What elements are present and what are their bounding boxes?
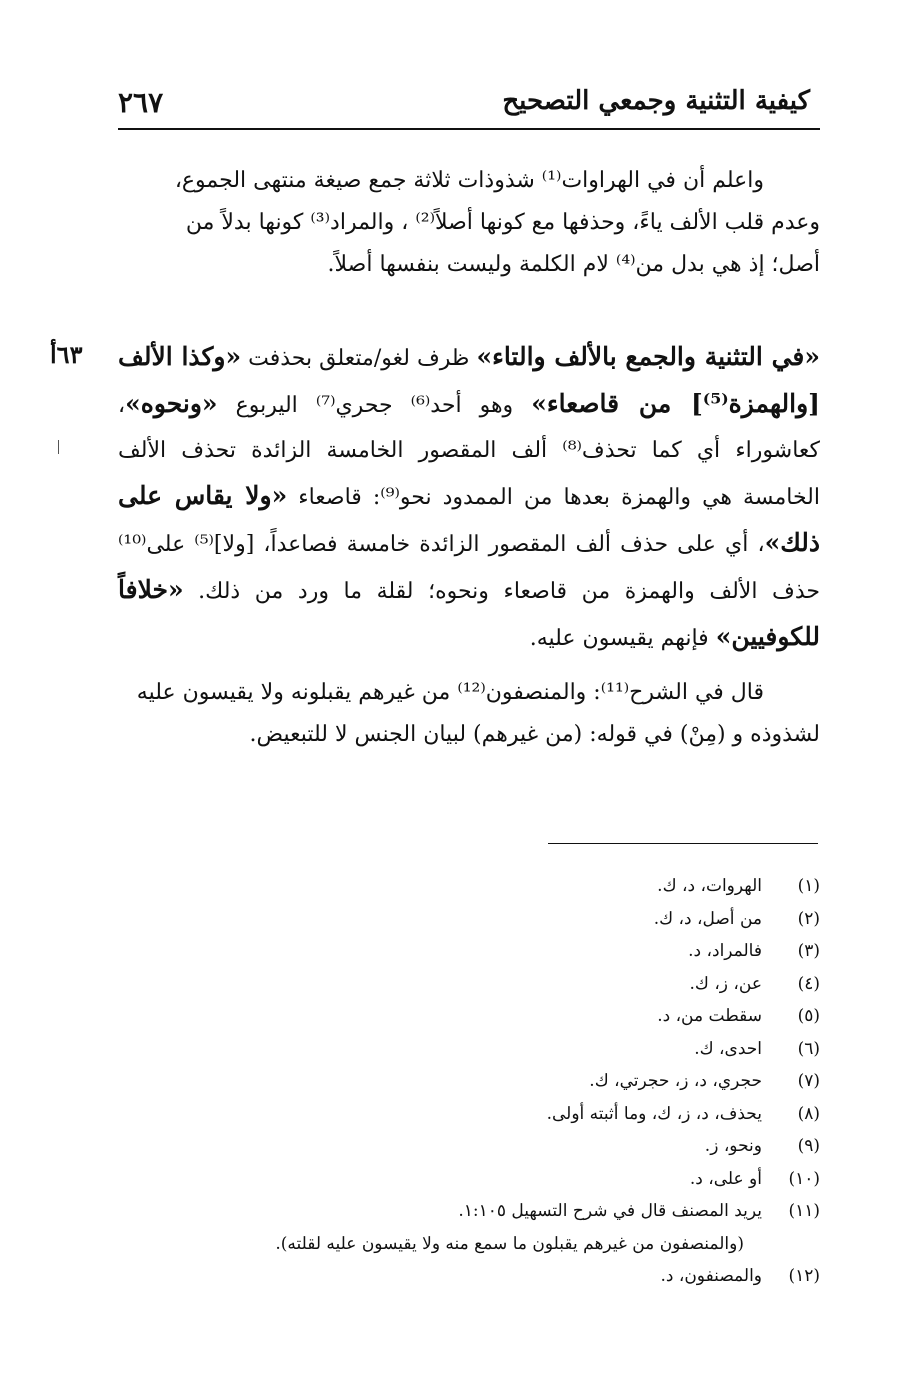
footnote-number: (١) bbox=[797, 876, 820, 896]
footnote-number: (٤) bbox=[797, 973, 820, 994]
paragraph-1 bbox=[118, 160, 820, 286]
footnote-text: يريد المصنف قال في شرح التسهيل ١:١٠٥. bbox=[458, 1201, 762, 1221]
footnote-number: (١٠) bbox=[788, 1168, 820, 1189]
footnote-text: يحذف، د، ز، ك، وما أثبته أولى. bbox=[546, 1103, 762, 1124]
footnotes bbox=[120, 870, 820, 1293]
footnote-continuation bbox=[120, 1228, 820, 1261]
matn-quote: «خلافاً للكوفيين» bbox=[118, 575, 820, 651]
commentary-text: ظرف لغو/متعلق بحذفت bbox=[241, 346, 477, 371]
paragraph-2-commentary bbox=[118, 334, 820, 661]
commentary-text: ، كعاشوراء أي كما تحذف⁽⁸⁾ ألف المقصور الخامسة الزائدة تحذف الألف الخامسة هي والهمزة بعدها من الممدود نحو⁽⁹⁾: قاصعاء bbox=[118, 393, 820, 510]
footnote-number: (٧) bbox=[797, 1071, 820, 1091]
paragraph-1-line: وعدم قلب الألف ياءً، وحذفها مع كونها أصلاً⁽²⁾ ، والمراد⁽³⁾ كونها بدلاً من bbox=[185, 210, 820, 235]
footnote bbox=[120, 1195, 820, 1228]
commentary-text: وهو أحد⁽⁶⁾ جحري⁽⁷⁾ اليربوع bbox=[217, 393, 532, 418]
paragraph-1-line: أصل؛ إذ هي بدل من⁽⁴⁾ لام الكلمة وليست بنفسها أصلاً. bbox=[327, 252, 820, 277]
footnote-text: سقطت من، د. bbox=[657, 1006, 762, 1026]
footnote bbox=[120, 1065, 820, 1098]
footnote-separator bbox=[548, 843, 818, 844]
footnote bbox=[120, 1260, 820, 1293]
footnote-text: الهروات، د، ك. bbox=[657, 876, 762, 896]
footnote-number: (١١) bbox=[788, 1201, 820, 1221]
paragraph-3-line: لشذوذه و (مِنْ) في قوله: (من غيرهم) لبيان الجنس لا للتبعيض. bbox=[249, 722, 820, 747]
footnote-number: (٦) bbox=[797, 1038, 820, 1059]
footnote bbox=[120, 935, 820, 968]
paragraph-3 bbox=[118, 672, 820, 756]
footnote bbox=[120, 903, 820, 936]
footnote bbox=[120, 1033, 820, 1066]
footnote-number: (٢) bbox=[797, 908, 820, 929]
matn-quote: «ونحوه» bbox=[125, 389, 218, 418]
footnote-text: احدى، ك. bbox=[694, 1038, 762, 1059]
page-number: ٢٦٧ bbox=[118, 86, 164, 119]
matn-quote: «وكذا الألف [والهمزة⁽⁵⁾] من قاصعاء» bbox=[118, 342, 820, 418]
footnote-number: (١٢) bbox=[788, 1266, 820, 1286]
paragraph-3-line: قال في الشرح⁽¹¹⁾: والمنصفون⁽¹²⁾ من غيرهم يقبلونه ولا يقيسون عليه bbox=[136, 680, 764, 705]
footnote-text: فالمراد، د. bbox=[688, 941, 762, 961]
page-header bbox=[118, 76, 820, 130]
footnote bbox=[120, 1098, 820, 1131]
footnote bbox=[120, 1000, 820, 1033]
matn-quote: «في التثنية والجمع بالألف والتاء» bbox=[476, 342, 820, 371]
footnote-text: والمصنفون، د. bbox=[660, 1266, 762, 1286]
footnote-number: (٨) bbox=[797, 1103, 820, 1124]
commentary-text: ، أي على حذف ألف المقصور الزائدة خامسة فصاعداً، [ولا]⁽⁵⁾ على⁽¹⁰⁾ حذف الألف والهمزة من قاصعاء ونحوه؛ لقلة ما ورد من ذلك. bbox=[118, 532, 820, 604]
footnote-text: حجري، د، ز، حجرتي، ك. bbox=[589, 1071, 762, 1091]
running-title: كيفية التثنية وجمعي التصحيح bbox=[502, 86, 810, 116]
commentary-text: فإنهم يقيسون عليه. bbox=[529, 626, 716, 651]
footnote bbox=[120, 1130, 820, 1163]
footnote bbox=[120, 968, 820, 1001]
footnote bbox=[120, 1163, 820, 1196]
margin-tick bbox=[58, 440, 59, 454]
footnote-text: أو على، د. bbox=[689, 1168, 762, 1189]
footnote-text: (والمنصفون من غيرهم يقبلون ما سمع منه ولا يقيسون عليه لقلته). bbox=[275, 1233, 744, 1254]
footnote-number: (٣) bbox=[797, 941, 820, 961]
footnote-text: ونحو، ز. bbox=[704, 1136, 762, 1156]
footnote-number: (٩) bbox=[797, 1136, 820, 1156]
manuscript-folio-mark: ٦٣أ bbox=[50, 340, 83, 369]
paragraph-1-line: واعلم أن في الهراوات⁽¹⁾ شذوذات ثلاثة جمع صيغة منتهى الجموع، bbox=[174, 168, 764, 193]
footnote bbox=[120, 870, 820, 903]
footnote-text: من أصل، د، ك. bbox=[653, 908, 762, 929]
footnote-text: عن، ز، ك. bbox=[689, 973, 762, 994]
footnote-number: (٥) bbox=[797, 1006, 820, 1026]
matn-quote: «ولا يقاس على ذلك» bbox=[118, 481, 821, 557]
